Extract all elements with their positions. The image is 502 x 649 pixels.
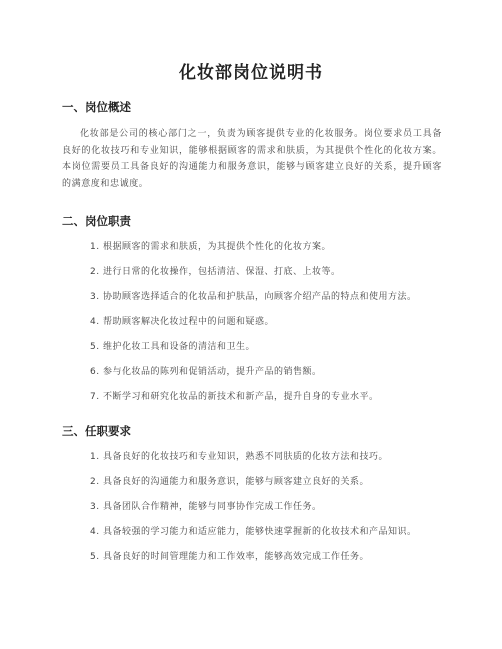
document-title: 化妆部岗位说明书: [179, 63, 323, 83]
overview-paragraph: 化妆部是公司的核心部门之一，负责为顾客提供专业的化妆服务。岗位要求员工具备良好的化妆技巧和专业知识，能够根据顾客的需求和肤质，为其提供个性化的化妆方案。本岗位需要员工具备良好的沟通能力和服务意识，能够与顾客建立良好的关系，提升顾客的满意度和忠诚度。: [62, 129, 442, 190]
duty-item-3: 3. 协助顾客选择适合的化妆品和护肤品，向顾客介绍产品的特点和使用方法。: [90, 292, 417, 302]
requirement-item-3: 3. 具备团队合作精神，能够与同事协作完成工作任务。: [90, 502, 322, 512]
duty-item-4: 4. 帮助顾客解决化妆过程中的问题和疑惑。: [90, 317, 274, 327]
duty-item-6: 6. 参与化妆品的陈列和促销活动，提升产品的销售额。: [90, 367, 322, 377]
requirement-item-5: 5. 具备良好的时间管理能力和工作效率，能够高效完成工作任务。: [90, 552, 369, 562]
requirement-item-1: 1. 具备良好的化妆技巧和专业知识，熟悉不同肤质的化妆方法和技巧。: [90, 452, 388, 462]
requirement-item-2: 2. 具备良好的沟通能力和服务意识，能够与顾客建立良好的关系。: [90, 477, 369, 487]
section-heading-requirements: 三、任职要求: [62, 424, 131, 438]
duty-item-2: 2. 进行日常的化妆操作，包括清洁、保湿、打底、上妆等。: [90, 267, 341, 277]
requirement-item-4: 4. 具备较强的学习能力和适应能力，能够快速掌握新的化妆技术和产品知识。: [90, 527, 417, 537]
duty-item-5: 5. 维护化妆工具和设备的清洁和卫生。: [90, 342, 255, 352]
section-heading-overview: 一、岗位概述: [62, 100, 131, 114]
duty-item-7: 7. 不断学习和研究化妆品的新技术和新产品，提升自身的专业水平。: [90, 392, 379, 402]
duty-item-1: 1. 根据顾客的需求和肤质，为其提供个性化的化妆方案。: [90, 242, 331, 252]
section-heading-duties: 二、岗位职责: [62, 214, 131, 228]
